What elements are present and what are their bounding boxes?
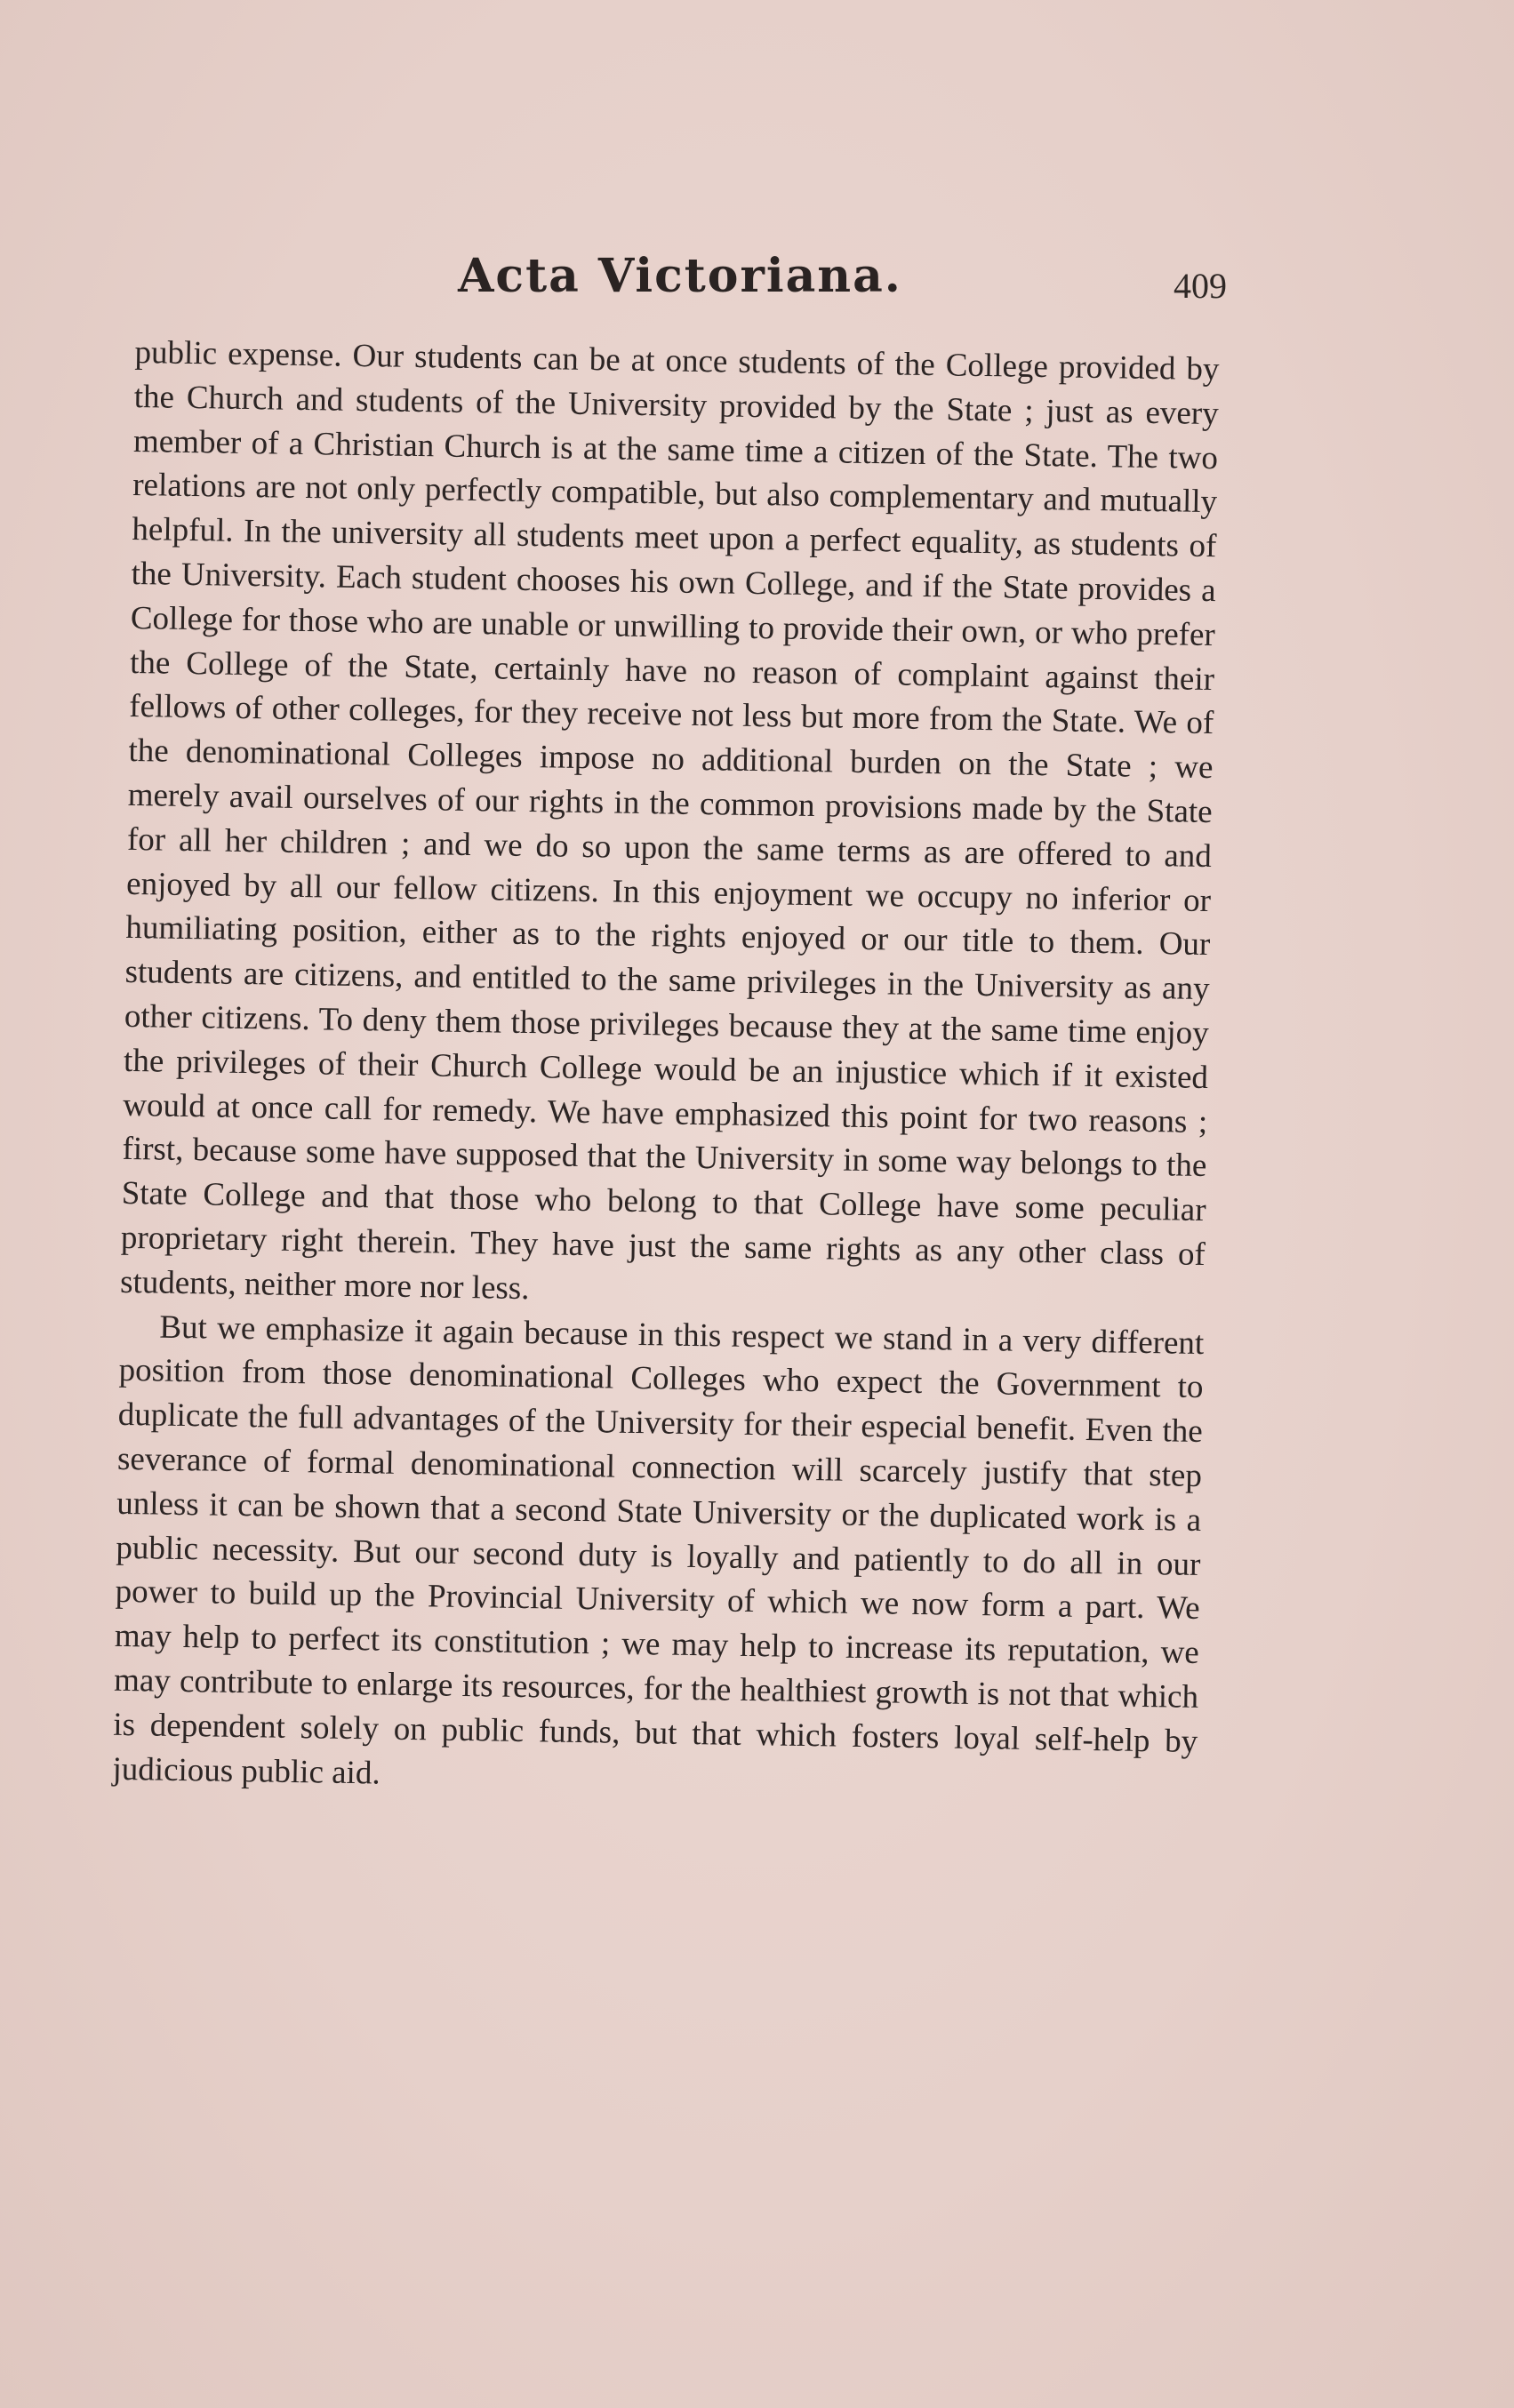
running-title: Acta Victoriana. — [458, 249, 902, 303]
body-text — [112, 331, 1220, 1808]
paragraph-1: public expense. Our students can be at once students of the College provided by the Church and students of the University provided by the State ; just as every member of a Christian Church is at the same time a citizen of the State. The two relations are not only perfectly compatible, but also complementary and mutually helpful. In the university all students meet upon a perfect equality, as students of the University. Each student chooses his own College, and if the State provides a College for those who are unable or unwilling to provide their own, or who prefer the College of the State, certainly have no reason of complaint against their fellows of other colleges, for they receive not less but more from the State. We of the denominational Colleges impose no additional burden on the State ; we merely avail ourselves of our rights in the common provisions made by the State for all her children ; and we do so upon the same terms as are offered to and enjoyed by all our fellow citizens. In this enjoyment we occupy no inferior or humiliating position, either as to the rights enjoyed or our title to them. Our students are citizens, and entitled to the same privileges in the University as any other citizens. To deny them those privileges because they at the same time enjoy the privileges of their Church College would be an injustice which if it existed would at once call for remedy. We have emphasized this point for two reasons ; first, because some have supposed that the University in some way belongs to the State College and that those who belong to that College have some peculiar proprietary right therein. They have just the same rights as any other class of students, neither more nor less. — [119, 333, 1220, 1307]
page-header — [133, 249, 1227, 320]
paragraph-2: But we emphasize it again because in this respect we stand in a very different position from those denominational Colleges who expect the Government to duplicate the full advantages of the University for their especial benefit. Even the severance of formal denominational connection will scarcely justify that step unless it can be shown that a second State University or the duplicated work is a public necessity. But our second duty is loyally and patiently to do all in our power to build up the Provincial University of which we now form a part. We may help to perfect its constitution ; we may help to increase its reputation, we may contribute to enlarge its resources, for the healthiest growth is not that which is dependent solely on public funds, but that which fosters loyal self-help by judicious public aid. — [112, 1308, 1205, 1792]
page-number: 409 — [1174, 266, 1227, 306]
